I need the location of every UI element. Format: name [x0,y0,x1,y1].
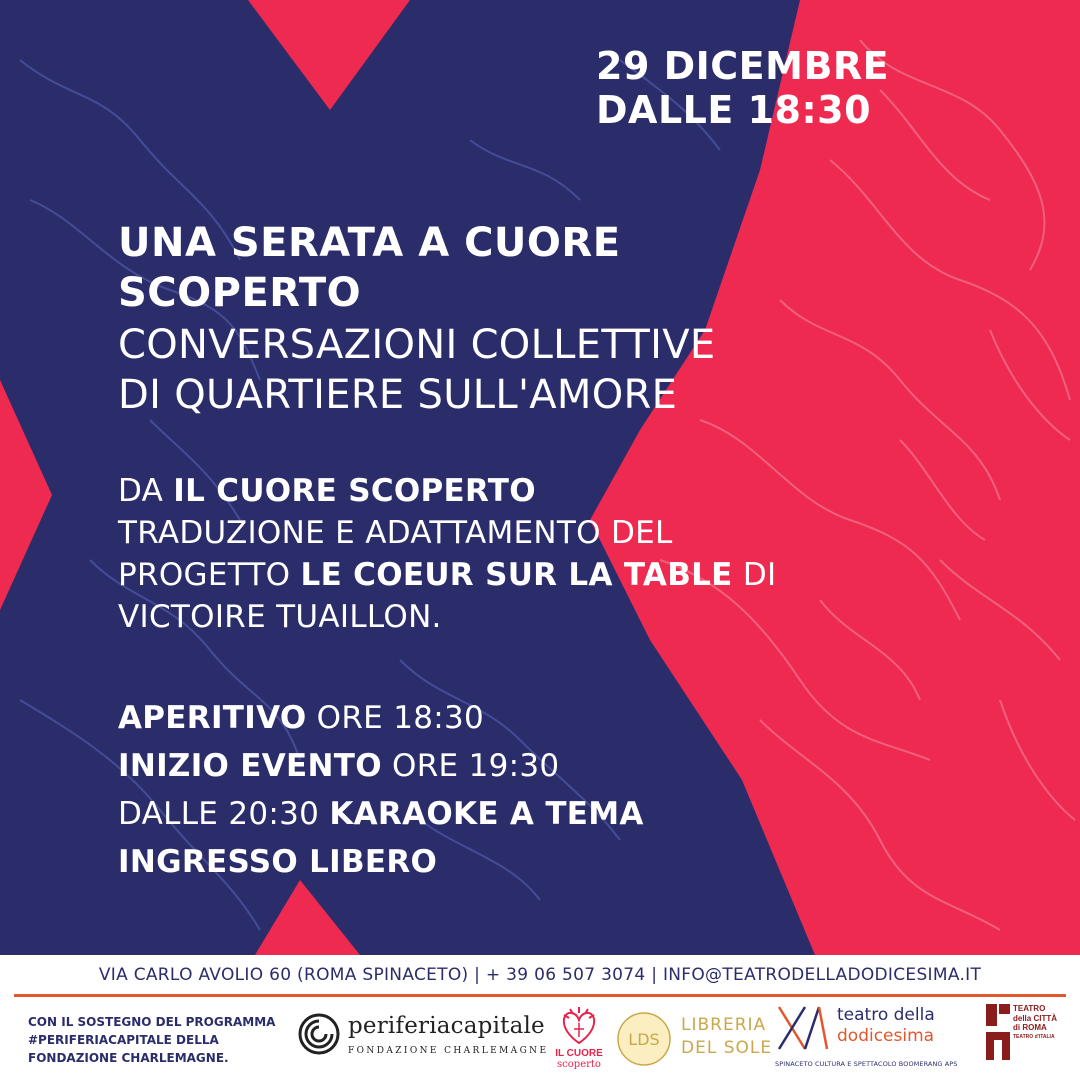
footer-divider [14,994,1066,997]
event-date [596,44,889,132]
credits-line-3 [118,554,776,596]
periferia-name: periferiacapitale [348,1013,545,1039]
credits-line-2: TRADUZIONE E ADATTAMENTO DEL [118,515,673,551]
schedule-time: ORE 18:30 [306,700,485,736]
original-project-title: LE COEUR SUR LA TABLE [300,557,733,593]
cuore-line-1: IL CUORE [555,1048,603,1059]
support-text [28,1013,298,1067]
teatro-x-icon [775,1003,831,1053]
teatro-citta-di-roma-logo [985,1002,1077,1076]
tc-line-1: TEATRO [1013,1004,1046,1013]
title-line-2: SCOPERTO [118,270,362,316]
schedule-item-karaoke [118,790,644,838]
schedule-label: KARAOKE A TEMA [329,796,644,832]
source-work-title: IL CUORE SCOPERTO [173,473,536,509]
teatro-name-line-2: dodicesima [837,1026,935,1046]
event-subtitle [118,320,715,420]
cuore-name [548,1048,610,1070]
periferia-capitale-logo [298,1013,560,1063]
schedule-label: APERITIVO [118,700,307,736]
lds-line-1: LIBRERIA [681,1015,767,1035]
credits-project-prefix: PROGETTO [118,557,301,593]
footer [0,955,1080,1080]
schedule-item-ingresso [118,838,644,886]
subtitle-line-1: CONVERSAZIONI COLLETTIVE [118,322,716,368]
lds-circle-icon [615,1010,673,1068]
schedule-label: INIZIO EVENTO [118,748,382,784]
credits-project-suffix: DI [732,557,777,593]
support-line-1: CON IL SOSTEGNO DEL PROGRAMMA [28,1015,276,1029]
tc-line-3: di ROMA [1013,1023,1047,1032]
schedule-time: ORE 19:30 [381,748,560,784]
tc-name [1013,1004,1057,1042]
schedule-item-inizio [118,742,644,790]
lds-mark: LDS [628,1030,660,1049]
subtitle-line-2: DI QUARTIERE SULL'AMORE [118,372,678,418]
credits-line-1 [118,470,776,512]
date-line: 29 DICEMBRE [596,44,890,88]
tc-line-4: TEATRO d'ITALIA [1013,1033,1055,1040]
teatro-subtitle: SPINACETO CULTURA E SPETTACOLO BOOMERANG APS [775,1060,958,1068]
libreria-del-sole-logo [615,1010,785,1068]
time-line: DALLE 18:30 [596,88,872,132]
event-schedule [118,694,644,886]
teatro-citta-emblem-icon [985,1002,1011,1062]
schedule-time: DALLE 20:30 [118,796,330,832]
periferia-subtitle: FONDAZIONE CHARLEMAGNE [348,1046,549,1056]
event-title [118,218,621,318]
support-line-3: FONDAZIONE CHARLEMAGNE. [28,1051,229,1065]
tc-line-2: della CITTÀ [1013,1013,1058,1023]
cuore-line-2: scoperto [557,1059,601,1070]
credits-author: VICTOIRE TUAILLON. [118,599,442,635]
title-line-1: UNA SERATA A CUORE [118,220,621,266]
schedule-label: INGRESSO LIBERO [118,844,438,880]
support-line-2: #PERIFERIACAPITALE DELLA [28,1033,219,1047]
teatro-della-dodicesima-logo [775,1003,965,1073]
credits-prefix: DA [118,473,174,509]
event-credits [118,470,776,638]
lds-name [681,1014,772,1060]
lds-line-2: DEL SOLE [681,1038,773,1058]
schedule-item-aperitivo [118,694,644,742]
il-cuore-scoperto-logo [548,1003,610,1075]
periferia-spiral-icon [298,1013,340,1055]
contact-line: VIA CARLO AVOLIO 60 (ROMA SPINACETO) | + 39 06 507 3074 | INFO@TEATRODELLADODICESIMA.IT [98,965,982,985]
teatro-name-line-1: teatro della [837,1005,935,1025]
heart-icon [548,1003,610,1047]
